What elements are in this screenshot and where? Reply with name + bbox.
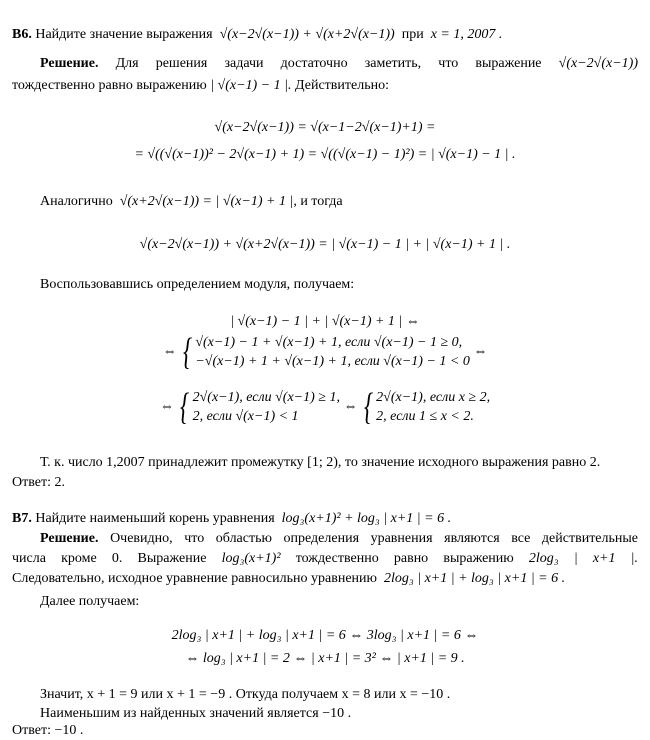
b6-system-1 xyxy=(12,333,638,379)
b7-task-text: Найдите наименьший корень уравнения xyxy=(35,511,275,526)
b6-answer: Ответ: 2. xyxy=(12,475,65,490)
b7-task-expr: log₃(x+1)² + log₃ | x+1 | = 6 . xyxy=(281,511,452,526)
b7-solution-label: Решение. xyxy=(40,531,99,546)
b6-analog-line xyxy=(40,193,638,211)
b7-answer: Ответ: −10 . xyxy=(12,723,84,738)
b7-smallest: Наименьшим из найденных значений является −10 . xyxy=(40,706,352,721)
b7-solution-expr-a: log₃(x+1)² xyxy=(221,551,281,566)
b6-at-word: при xyxy=(401,27,424,42)
b6-solution-line2 xyxy=(12,77,638,95)
b6-system-head: | √(x−1) − 1 | + | √(x−1) + 1 | ⇔ xyxy=(230,314,420,329)
system-2-row-a: 2√(x−1), если √(x−1) ≥ 1, xyxy=(192,390,340,405)
b7-solution-line2 xyxy=(12,550,638,568)
b6-task-line xyxy=(12,26,638,44)
b6-label: В6. xyxy=(12,27,32,42)
brace-glyph: { xyxy=(180,386,190,428)
system-1-row-b: −√(x−1) + 1 + √(x−1) + 1, если √(x−1) − 1 < 0 xyxy=(195,354,470,369)
b6-equation-3: √(x−2√(x−1)) + √(x+2√(x−1)) = | √(x−1) − 1 | + | √(x−1) + 1 | . xyxy=(139,237,511,252)
system-2-row-b: 2, если √(x−1) < 1 xyxy=(192,409,299,424)
b7-solution-text2c: тождественно равно выражению xyxy=(295,551,514,566)
b7-solution-expr-b: 2log₃ | x+1 |. xyxy=(528,551,639,566)
b7-means: Значит, x + 1 = 9 или x + 1 = −9 . Откуда получаем x = 8 или x = −10 . xyxy=(40,687,451,702)
b7-solution-line3 xyxy=(12,570,638,588)
b6-equation-2: = √((√(x−1))² − 2√(x−1) + 1) = √((√(x−1) − 1)²) = | √(x−1) − 1 | . xyxy=(134,147,516,162)
equiv-left-1: ⇔ xyxy=(162,344,177,360)
brace-glyph: { xyxy=(183,331,193,373)
b7-equation-2: ⇔ log₃ | x+1 | = 2 ⇔ | x+1 | = 3² ⇔ | x+1 | = 9 . xyxy=(185,651,465,666)
b7-label: В7. xyxy=(12,511,32,526)
b6-solution-text1: Для решения задачи достаточно заметить, что выражение xyxy=(115,56,542,71)
b6-system-2 xyxy=(12,388,638,434)
b6-modulus-text: Воспользовавшись определением модуля, получаем: xyxy=(40,277,355,292)
brace-glyph: { xyxy=(364,386,374,428)
b6-solution-text2: тождественно равно выражению xyxy=(12,78,207,93)
b7-solution-text1: Очевидно, что областью определения уравнения являются все действительные xyxy=(110,531,639,546)
equiv-left-2: ⇔ xyxy=(159,399,174,415)
b6-conclusion: Т. к. число 1,2007 принадлежит промежутку [1; 2), то значение исходного выражения равно 2. xyxy=(40,455,601,470)
b6-solution-text3: Действительно: xyxy=(295,78,389,93)
system-3-row-a: 2√(x−1), если x ≥ 2, xyxy=(376,390,491,405)
system-brace-3 xyxy=(361,388,490,426)
b7-solution-text2a: числа кроме 0. Выражение xyxy=(12,551,207,566)
system-brace-1 xyxy=(180,333,470,371)
b7-equation-1: 2log₃ | x+1 | + log₃ | x+1 | = 6 ⇔ 3log₃ | x+1 | = 6 ⇔ xyxy=(171,628,479,643)
b7-task-line xyxy=(12,510,638,528)
b7-solution-text3: Следовательно, исходное уравнение равносильно уравнению xyxy=(12,571,377,586)
b7-further: Далее получаем: xyxy=(40,594,140,609)
b6-analog-word: Аналогично xyxy=(40,194,113,209)
b6-at-value: x = 1, 2007 . xyxy=(430,27,503,42)
b6-equation-1: √(x−2√(x−1)) = √(x−1−2√(x−1)+1) = xyxy=(214,120,436,135)
b6-task-text: Найдите значение выражения xyxy=(35,27,213,42)
b6-solution-expr2: | √(x−1) − 1 |. xyxy=(210,78,292,93)
system-1-row-a: √(x−1) − 1 + √(x−1) + 1, если √(x−1) − 1 ≥ 0, xyxy=(195,335,463,350)
b6-analog-tail: , и тогда xyxy=(293,194,343,209)
system-3-row-b: 2, если 1 ≤ x < 2. xyxy=(376,409,474,424)
equiv-right-1: ⇔ xyxy=(473,344,488,360)
b6-solution-expr: √(x−2√(x−1)) xyxy=(558,56,639,71)
equiv-mid-2: ⇔ xyxy=(343,399,358,415)
b7-solution-expr-c: 2log₃ | x+1 | + log₃ | x+1 | = 6 . xyxy=(383,571,566,586)
b7-solution-line1 xyxy=(40,530,638,548)
b6-task-expr: √(x−2√(x−1)) + √(x+2√(x−1)) xyxy=(219,27,395,42)
b6-solution-line1 xyxy=(40,55,638,73)
b6-solution-label: Решение. xyxy=(40,56,99,71)
system-brace-2 xyxy=(177,388,340,426)
b6-analog-expr: √(x+2√(x−1)) = | √(x−1) + 1 | xyxy=(119,194,294,209)
